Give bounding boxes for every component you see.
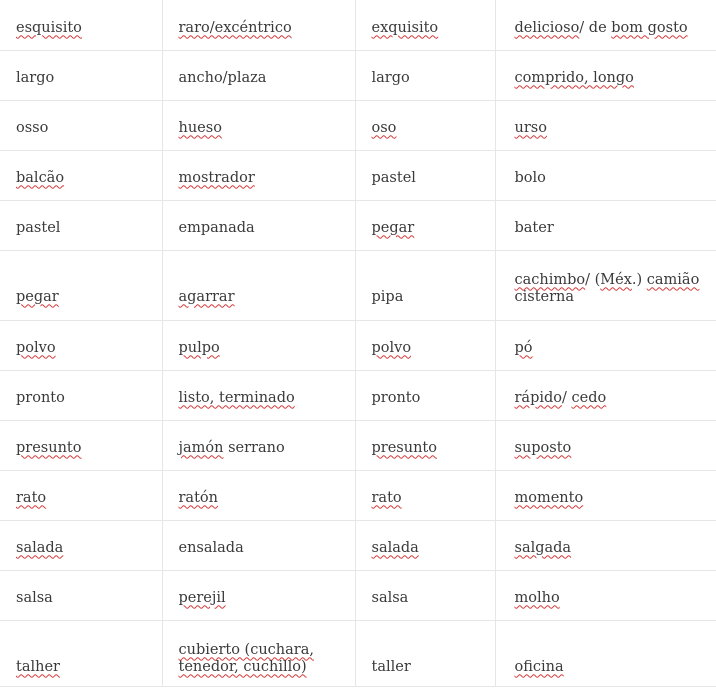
table-row [0, 250, 716, 320]
cell-text: cisterna [514, 288, 575, 305]
table-row [0, 0, 716, 50]
table-row [0, 50, 716, 100]
spellcheck-flagged-word: presunto [371, 439, 437, 456]
table-row [0, 370, 716, 420]
spellcheck-flagged-word: perejil [178, 589, 226, 606]
table-cell [495, 0, 716, 50]
spellcheck-flagged-word: raro/excéntrico [178, 19, 292, 36]
table-cell [0, 370, 162, 420]
table-cell [0, 420, 162, 470]
table-cell [355, 50, 495, 100]
table-cell [355, 570, 495, 620]
cell-text: bolo [514, 169, 546, 186]
spellcheck-flagged-word: Méx [600, 271, 632, 288]
table-cell [162, 620, 355, 686]
table-row [0, 470, 716, 520]
spellcheck-flagged-word: pulpo [178, 339, 220, 356]
table-cell [162, 320, 355, 370]
spellcheck-flagged-word: mostrador [178, 169, 255, 186]
spellcheck-flagged-word: oficina [514, 658, 564, 675]
table-cell [495, 520, 716, 570]
table-cell [162, 200, 355, 250]
cell-text: / ( [585, 271, 601, 288]
table-cell [162, 0, 355, 50]
table-cell [162, 150, 355, 200]
cell-text: largo [371, 69, 410, 86]
spellcheck-flagged-word: salada [16, 539, 64, 556]
cell-text: .) [631, 271, 647, 288]
table-cell [162, 100, 355, 150]
table-cell [355, 250, 495, 320]
table-row [0, 520, 716, 570]
spellcheck-flagged-word: molho [514, 589, 560, 606]
table-cell [0, 620, 162, 686]
table-cell [355, 420, 495, 470]
cell-text: pipa [371, 288, 404, 305]
spellcheck-flagged-word: delicioso [514, 19, 580, 36]
table-cell [355, 150, 495, 200]
spellcheck-flagged-word: rápido [514, 389, 563, 406]
spellcheck-flagged-word: listo, terminado [178, 389, 295, 406]
table-row [0, 320, 716, 370]
table-cell [495, 100, 716, 150]
table-cell [0, 470, 162, 520]
spellcheck-flagged-word: polvo [16, 339, 56, 356]
table-cell [495, 150, 716, 200]
spellcheck-flagged-word: salgada [514, 539, 572, 556]
table-cell [355, 620, 495, 686]
cell-text: empanada [178, 219, 255, 236]
table-cell [0, 250, 162, 320]
cell-text: ensalada [178, 539, 244, 556]
table-cell [162, 520, 355, 570]
table-cell [162, 570, 355, 620]
spellcheck-flagged-word: pegar [16, 288, 59, 305]
table-cell [0, 50, 162, 100]
spellcheck-flagged-word: momento [514, 489, 584, 506]
table-cell [355, 470, 495, 520]
table-cell [162, 370, 355, 420]
table-row [0, 200, 716, 250]
cell-text: largo [16, 69, 55, 86]
cell-text: pastel [16, 219, 61, 236]
spellcheck-flagged-word: ratón [178, 489, 218, 506]
spellcheck-flagged-word: polvo [371, 339, 412, 356]
table-cell [495, 570, 716, 620]
cell-text: salsa [16, 589, 53, 606]
table-cell [495, 470, 716, 520]
table-cell [0, 150, 162, 200]
table-cell [495, 320, 716, 370]
table-row [0, 420, 716, 470]
spellcheck-flagged-word: hueso [178, 119, 222, 136]
spellcheck-flagged-word: camião [646, 271, 700, 288]
table-cell [0, 520, 162, 570]
table-cell [355, 320, 495, 370]
spellcheck-flagged-word: cubierto (cuchara, tenedor, cuchillo) [178, 641, 314, 675]
table-cell [162, 50, 355, 100]
spellcheck-flagged-word: rato [16, 489, 47, 506]
cell-text: taller [371, 658, 411, 675]
spellcheck-flagged-word: agarrar [178, 288, 235, 305]
cell-text: ancho/plaza [178, 69, 267, 86]
spellcheck-flagged-word: cachimbo [514, 271, 586, 288]
spellcheck-flagged-word: jamón [178, 439, 224, 456]
cell-text: / de [579, 19, 612, 36]
table-cell [355, 520, 495, 570]
spellcheck-flagged-word: rato [371, 489, 402, 506]
table-cell [0, 570, 162, 620]
table-row [0, 150, 716, 200]
spellcheck-flagged-word: exquisito [371, 19, 439, 36]
spellcheck-flagged-word: presunto [16, 439, 82, 456]
spellcheck-flagged-word: salada [371, 539, 419, 556]
table-cell [355, 370, 495, 420]
table-cell [0, 100, 162, 150]
cell-text: pronto [371, 389, 421, 406]
table-row [0, 570, 716, 620]
spellcheck-flagged-word: comprido, longo [514, 69, 634, 86]
table-cell [162, 470, 355, 520]
spellcheck-flagged-word: suposto [514, 439, 572, 456]
table-cell [495, 250, 716, 320]
cell-text: / [562, 389, 572, 406]
spellcheck-flagged-word: pó [514, 339, 533, 356]
table-row [0, 100, 716, 150]
spellcheck-flagged-word: cedo [571, 389, 607, 406]
table-cell [355, 0, 495, 50]
table-cell [495, 370, 716, 420]
cell-text: osso [16, 119, 49, 136]
table-row [0, 620, 716, 686]
cell-text: pastel [371, 169, 416, 186]
table-cell [495, 50, 716, 100]
table-cell [0, 320, 162, 370]
table-cell [162, 420, 355, 470]
table-cell [355, 100, 495, 150]
table-cell [495, 420, 716, 470]
cell-text: salsa [371, 589, 409, 606]
table-cell [162, 250, 355, 320]
spellcheck-flagged-word: balcão [16, 169, 65, 186]
cell-text: pronto [16, 389, 65, 406]
table-cell [0, 200, 162, 250]
spellcheck-flagged-word: bom gosto [611, 19, 688, 36]
spellcheck-flagged-word: talher [16, 658, 60, 675]
cell-text: bater [514, 219, 554, 236]
spellcheck-flagged-word: urso [514, 119, 547, 136]
table-cell [495, 200, 716, 250]
table-cell [495, 620, 716, 686]
spellcheck-flagged-word: pegar [371, 219, 415, 236]
spellcheck-flagged-word: esquisito [16, 19, 82, 36]
spellcheck-flagged-word: oso [371, 119, 397, 136]
table-cell [355, 200, 495, 250]
table-cell [0, 0, 162, 50]
cell-text: serrano [223, 439, 285, 456]
